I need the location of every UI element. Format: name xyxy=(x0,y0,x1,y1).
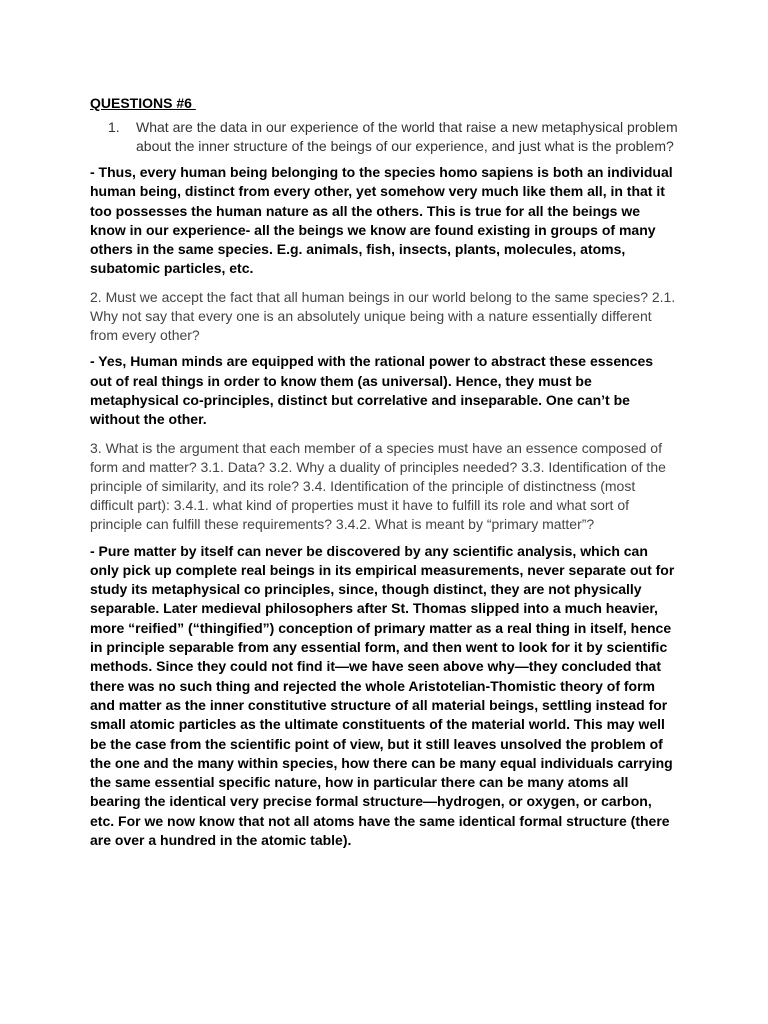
answer-1: - Thus, every human being belonging to the species homo sapiens is both an individual human being, distinct from every other, yet somehow very much like them all, in that it too possesses the human nature as all the others. This is true for all the beings we know in our experience- all the beings we know are found existing in groups of many others in the same species. E.g. animals, fish, insects, plants, molecules, atoms, subatomic particles, etc. xyxy=(90,164,673,277)
document-heading: QUESTIONS #6 xyxy=(90,95,196,111)
question-1 xyxy=(108,118,678,156)
document-page xyxy=(90,94,678,859)
answer-2: - Yes, Human minds are equipped with the rational power to abstract these essences out of real things in order to know them (as universal). Hence, they must be metaphysical co-principles, distinct but correlative and inseparable. One can’t be without the other. xyxy=(90,353,654,428)
answer-3: - Pure matter by itself can never be discovered by any scientific analysis, which can only pick up complete real beings in its empirical measurements, never separate out for study its metaphysical co principles, since, though distinct, they are not physically separable. Later medieval philosophers after St. Thomas slipped into a much heavier, more “reified” (“thingified”) conception of primary matter as a real thing in itself, hence in principle separable from any essential form, and then went to look for it by scientific methods. Since they could not find it—we have seen above why—they concluded that there was no such thing and rejected the whole Aristotelian-Thomistic theory of form and matter as the inner constitutive structure of all material beings, settling instead for small atomic particles as the ultimate constituents of the material world. This may well be the case from the scientific point of view, but it still leaves unsolved the problem of the one and the many within species, how there can be many equal individuals carrying the same essential specific nature, how in particular there can be many atoms all bearing the identical very precise formal structure—hydrogen, or oxygen, or carbon, etc. For we now know that not all atoms have the same identical formal structure (there are over a hundred in the atomic table). xyxy=(90,542,675,849)
question-2: 2. Must we accept the fact that all human beings in our world belong to the same species? 2.1. Why not say that every one is an absolutely unique being with a nature essentially different from every other? xyxy=(90,288,676,344)
question-1-text: What are the data in our experience of the world that raise a new metaphysical problem about the inner structure of the beings of our experience, and just what is the problem? xyxy=(136,119,678,154)
question-1-number: 1. xyxy=(108,119,120,135)
question-3: 3. What is the argument that each member of a species must have an essence composed of form and matter? 3.1. Data? 3.2. Why a duality of principles needed? 3.3. Identification of the principle of similarity, and its role? 3.4. Identification of the principle of distinctness (most difficult part): 3.4.1. what kind of properties must it have to fulfill its role and what sort of principle can fulfill these requirements? 3.4.2. What is meant by “primary matter”? xyxy=(90,439,666,533)
